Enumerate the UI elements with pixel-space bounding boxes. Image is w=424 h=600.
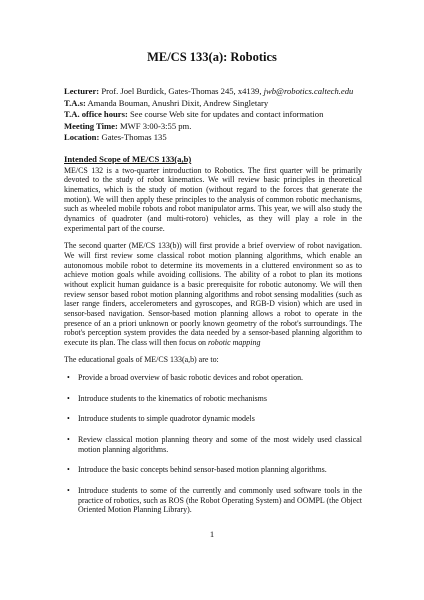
paragraph-2-text: The second quarter (ME/CS 133(b)) will first provide a brief overview of robot navigation. We will first review some classical robot motion planning algorithms, which enable an autonomous mobile robot to determine its movements in a cluttered environment so as to achieve motion goals while avoiding collisions. The ability of a robot to plan its motions without explicit human guidance is a basic prerequisite for robotic autonomy. We will then review sensor based robot motion planning algorithms and robot sensing modalities (such as laser range finders, accelerometers and gyroscopes, and RGB-D vision) which are used in sensor-based navigation. Sensor-based motion planning allows a robot to operate in the presence of an a priori unknown or poorly known geometry of the robot's surroundings. The robot's perception system provides the data needed by a sensor-based planning algorithm to execute its plan. The class will then focus on	[64, 241, 362, 347]
list-item	[64, 394, 362, 404]
bullet-icon: •	[67, 486, 70, 496]
list-item	[64, 486, 362, 515]
goals-intro: The educational goals of ME/CS 133(a,b) are to:	[64, 355, 219, 365]
lecturer-row	[64, 86, 394, 98]
scope-section	[64, 155, 362, 526]
goal-text: Provide a broad overview of basic robotic devices and robot operation.	[78, 373, 304, 383]
bullet-icon: •	[67, 465, 70, 475]
bullet-icon: •	[67, 435, 70, 445]
paragraph-1: ME/CS 132 is a two-quarter introduction to Robotics. The first quarter will be primarily devoted to the study of robot kinematics. We will review basic principles in theoretical kinematics, which is the study of motion (without regard to the forces that generate the motion). We will then apply these principles to the analysis of common robotic mechanisms, such as wheeled mobile robots and robot manipulator arms. This year, we will also study the dynamics of quadroter (and multi-rotoro) vehicles, as they will play a role in the experimental part of the course.	[64, 165, 362, 233]
office-hours-label: T.A. office hours:	[64, 109, 128, 120]
tas-label: T.A.s:	[64, 97, 86, 108]
list-item	[64, 465, 362, 475]
goal-text: Introduce students to the kinematics of robotic mechanisms	[78, 393, 267, 403]
meeting-time-row	[64, 121, 394, 133]
office-hours-row	[64, 109, 394, 121]
paragraph-2-italic: robotic mapping	[208, 337, 261, 347]
goal-text: Review classical motion planning theory and some of the most widely used classical motion planning algorithms.	[78, 435, 362, 454]
list-item	[64, 435, 362, 454]
goal-text: Introduce students to simple quadrotor dynamic models	[78, 414, 255, 424]
office-hours-value: See course Web site for updates and contact information	[129, 109, 324, 120]
meeting-time-value: MWF 3:00-3:55 pm.	[120, 120, 192, 131]
list-item	[64, 414, 362, 424]
meeting-time-label: Meeting Time:	[64, 120, 118, 131]
list-item	[64, 373, 362, 383]
lecturer-label: Lecturer:	[64, 86, 100, 96]
section-heading: Intended Scope of ME/CS 133(a,b)	[64, 154, 192, 164]
goals-list	[64, 373, 362, 515]
bullet-icon: •	[67, 393, 70, 403]
page-title: ME/CS 133(a): Robotics	[147, 50, 277, 64]
paragraph-2	[64, 241, 362, 347]
tas-row	[64, 98, 394, 110]
location-row	[64, 132, 394, 144]
course-info	[64, 86, 394, 144]
location-value: Gates-Thomas 135	[101, 132, 167, 143]
page-number: 1	[209, 529, 215, 539]
lecturer-email: jwb@robotics.caltech.edu	[263, 86, 354, 96]
goal-text: Introduce the basic concepts behind sensor-based motion planning algorithms.	[78, 465, 327, 475]
bullet-icon: •	[67, 373, 70, 383]
goal-text: Introduce students to some of the currently and commonly used software tools in the practice of robotics, such as ROS (the Robot Operating System) and OOMPL (the Object Oriented Motion Planning Library).	[78, 486, 362, 515]
lecturer-value: Prof. Joel Burdick, Gates-Thomas 245, x4139,	[101, 86, 262, 96]
tas-value: Amanda Bouman, Anushri Dixit, Andrew Singletary	[87, 97, 269, 108]
location-label: Location:	[64, 132, 100, 143]
bullet-icon: •	[67, 414, 70, 424]
